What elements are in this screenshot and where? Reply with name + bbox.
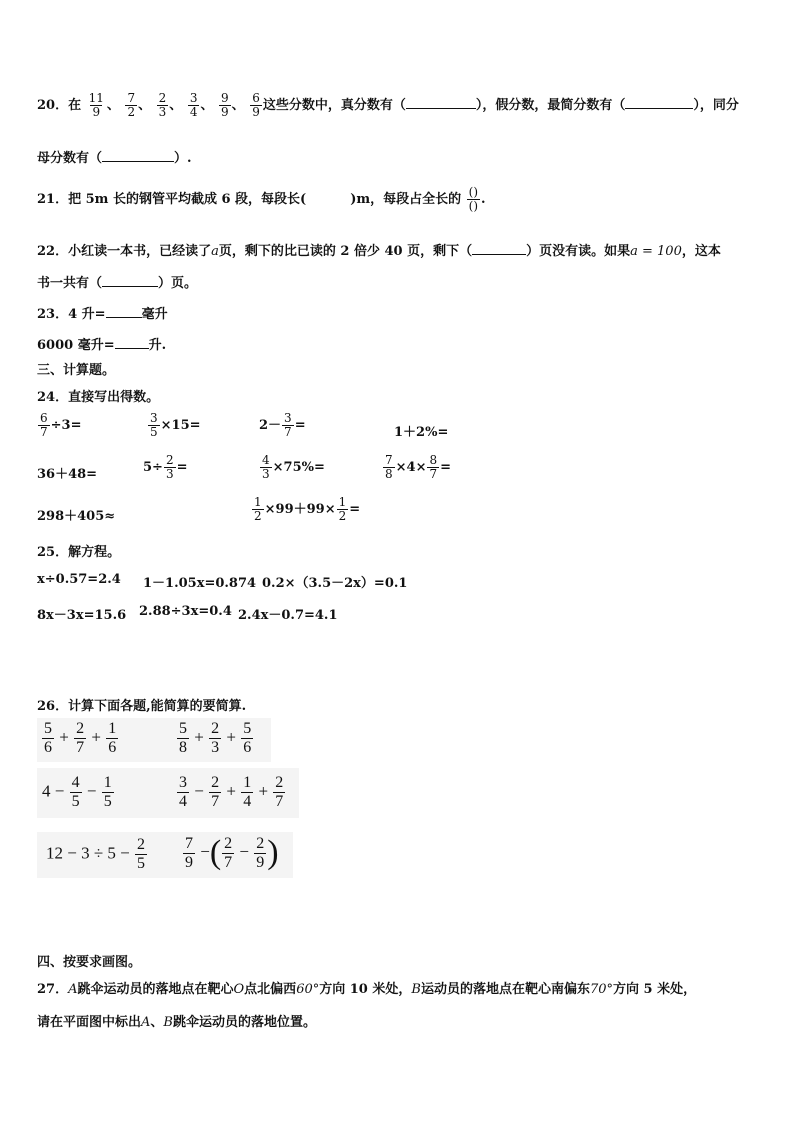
equation: 0.2×（3.5－2x）=0.1 xyxy=(262,576,408,591)
equation: x÷0.57=2.4 xyxy=(37,572,121,587)
equation: 8x－3x=15.6 xyxy=(37,608,127,623)
question-26-title: 26．计算下面各题,能简算的要简算. xyxy=(37,699,247,714)
expression: $\frac{5}{6}$ + $\frac{2}{7}$ + $\frac{1}{6}$ xyxy=(44,720,117,756)
question-20-line2: 母分数有（ ）. xyxy=(37,151,192,166)
calc-item: 1＋2%= xyxy=(394,425,449,440)
fraction: $\frac{2}{3}$ xyxy=(158,91,167,119)
question-22-line1: 22．小红读一本书，已经读了a页，剩下的比已读的 2 倍少 40 页，剩下（ ）页没有读。如果a = 100，这本 xyxy=(37,244,721,259)
answer-blank[interactable] xyxy=(472,242,526,255)
answer-blank[interactable] xyxy=(115,336,149,349)
fraction: $\frac{9}{9}$ xyxy=(221,91,229,119)
expression: 12 − 3 ÷ 5 − $\frac{2}{5}$ xyxy=(46,836,146,872)
calc-item: 5÷ $\frac{2}{3}$ = xyxy=(143,453,188,481)
fraction: $\frac{3}{4}$ xyxy=(189,91,198,119)
answer-blank[interactable] xyxy=(625,96,693,109)
question-23-line1: 23．4 升= 毫升 xyxy=(37,307,168,322)
question-21: 21．把 5m 长的钢管平均截成 6 段，每段长( )m，每段占全长的 $\frac{()}{()}$ . xyxy=(37,185,486,213)
calc-item: $\frac{4}{3}$ ×75%= xyxy=(262,453,325,481)
calc-item: 298＋405≈ xyxy=(37,509,116,524)
question-22-line2: 书一共有（ ）页。 xyxy=(37,276,198,291)
section-4-heading: 四、按要求画图。 xyxy=(37,955,142,970)
equation: 1－1.05x=0.874 xyxy=(143,576,257,591)
question-20-line1: 20．在 $\frac{11}{9}$ 、 $\frac{7}{2}$ 、 $\frac{2}{3}$ 、 $\frac{3}{4}$ 、 $\frac{9}{9}$ 、 $\frac{6}{9}$ 这些分数中，真分数有（ ），假分数，最简分数有（ ），同分 xyxy=(37,91,739,119)
expression: 4 − $\frac{4}{5}$ − $\frac{1}{5}$ xyxy=(42,774,112,810)
question-27-line2: 请在平面图中标出A、B跳伞运动员的落地位置。 xyxy=(37,1015,316,1030)
section-3-heading: 三、计算题。 xyxy=(37,363,116,378)
expression: $\frac{3}{4}$ − $\frac{2}{7}$ + $\frac{1}{4}$ + $\frac{2}{7}$ xyxy=(179,774,284,810)
answer-blank[interactable] xyxy=(106,305,142,318)
calc-item: 2－ $\frac{3}{7}$ = xyxy=(259,411,306,439)
answer-blank[interactable] xyxy=(102,149,174,162)
fraction: $\frac{()}{()}$ xyxy=(468,185,479,213)
question-24-title: 24．直接写出得数。 xyxy=(37,390,160,405)
question-23-line2: 6000 毫升= 升. xyxy=(37,338,167,353)
fraction: $\frac{6}{9}$ xyxy=(252,91,260,119)
question-25-title: 25．解方程。 xyxy=(37,545,121,560)
fraction: $\frac{7}{2}$ xyxy=(127,91,136,119)
calc-item: $\frac{3}{5}$ ×15= xyxy=(150,411,201,439)
fraction: $\frac{11}{9}$ xyxy=(88,91,104,119)
expression: $\frac{7}{9}$ −( $\frac{2}{7}$ − $\frac{2}{9}$ ) xyxy=(185,834,279,871)
q20-number: 20． xyxy=(37,98,69,113)
calc-item: $\frac{1}{2}$ ×99＋99× $\frac{1}{2}$ = xyxy=(254,495,361,523)
calc-item: $\frac{6}{7}$ ÷3= xyxy=(40,411,82,439)
answer-blank[interactable] xyxy=(102,274,158,287)
expression: $\frac{5}{8}$ + $\frac{2}{3}$ + $\frac{5}{6}$ xyxy=(179,720,252,756)
answer-blank[interactable] xyxy=(406,96,476,109)
calc-item: $\frac{7}{8}$ ×4× $\frac{8}{7}$ = xyxy=(385,453,452,481)
q20-pre: 在 xyxy=(68,98,82,113)
equation: 2.88÷3x=0.4 xyxy=(139,604,232,619)
calc-item: 36＋48= xyxy=(37,467,98,482)
equation: 2.4x－0.7=4.1 xyxy=(238,608,338,623)
question-27-line1: 27．A跳伞运动员的落地点在靶心O点北偏西60°方向 10 米处，B运动员的落地点在靶心南偏东70°方向 5 米处， xyxy=(37,982,697,997)
